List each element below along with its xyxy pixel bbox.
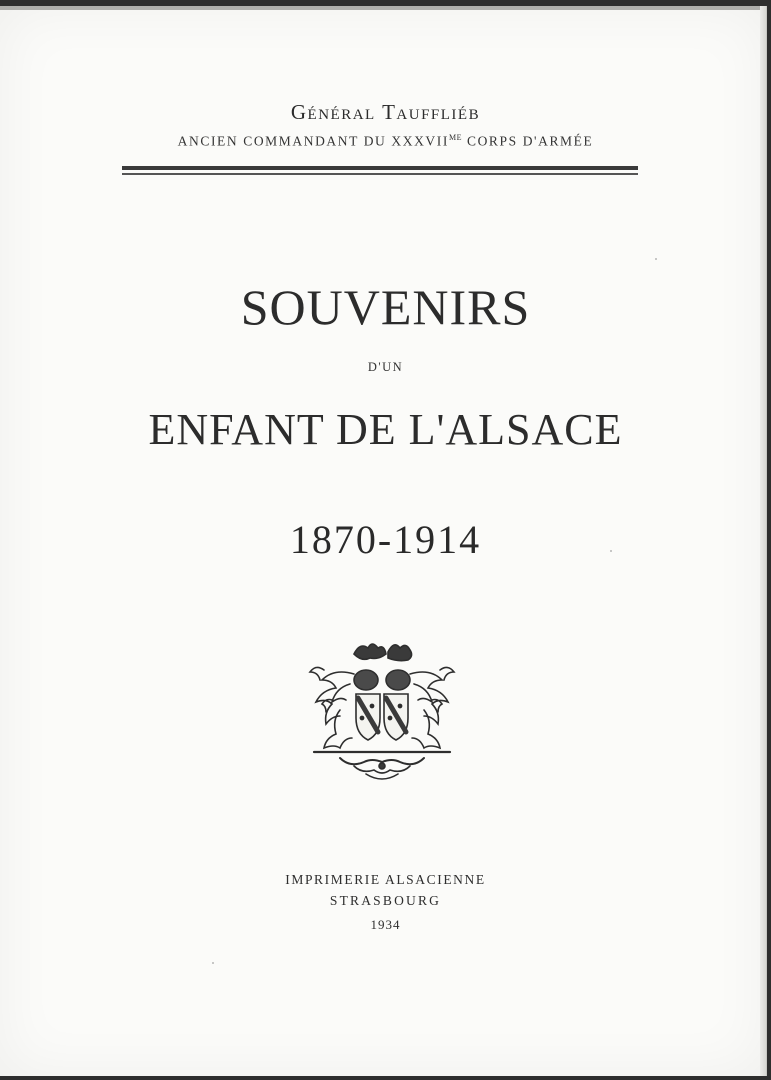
publisher-city: STRASBOURG	[329, 893, 442, 908]
author-rank-superscript: ME	[448, 133, 462, 142]
author-rank-prefix: ANCIEN COMMANDANT DU XXXVII	[177, 133, 449, 149]
coat-of-arms-icon	[300, 640, 464, 790]
paper-speck	[610, 550, 612, 552]
page-top-edge	[0, 6, 766, 10]
book-years: 1870-1914	[289, 517, 482, 562]
author-name: Général Tauffliéb	[290, 100, 481, 124]
title-rule-thick	[122, 166, 638, 170]
title-rule-thin	[122, 173, 638, 175]
author-rank-line	[0, 133, 771, 150]
book-title: SOUVENIRS	[240, 279, 531, 335]
book-subtitle: ENFANT DE L'ALSACE	[148, 405, 623, 454]
book-title-connector: D'UN	[367, 360, 404, 374]
publisher-name: IMPRIMERIE ALSACIENNE	[285, 872, 486, 887]
paper-speck	[212, 962, 214, 964]
author-rank-suffix: CORPS D'ARMÉE	[461, 133, 594, 149]
publication-year: 1934	[370, 917, 401, 932]
paper-speck	[655, 258, 657, 260]
